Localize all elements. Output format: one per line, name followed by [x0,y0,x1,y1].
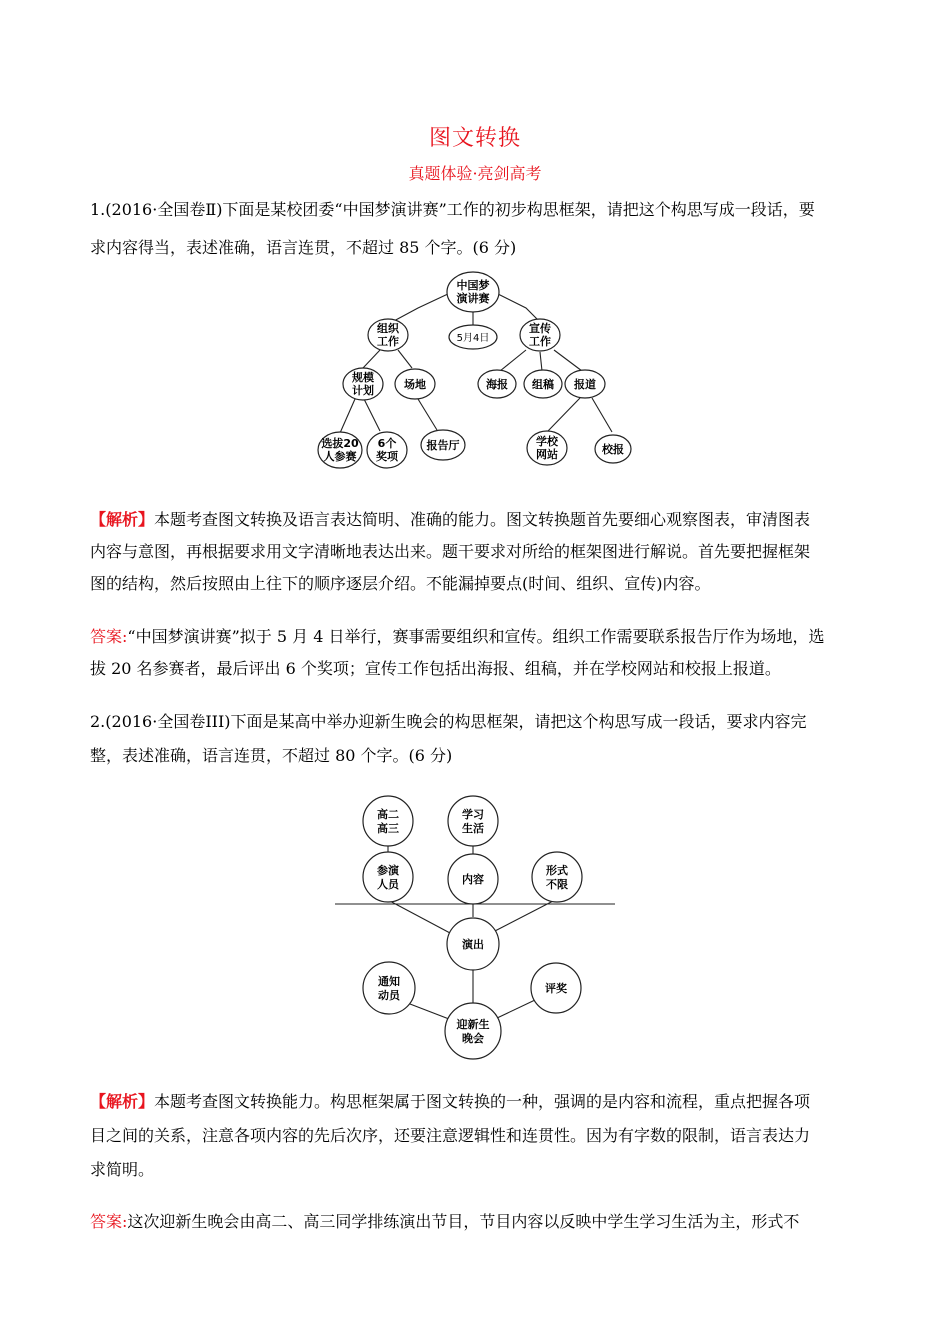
node-form [532,852,582,902]
question-2-line-1: 2.(2016·全国卷III)下面是某高中举办迎新生晚会的构思框架，请把这个构思写成一段话，要求内容完 [90,712,807,731]
node-root-label-1: 中国梦 [456,279,490,292]
node-notice-label-1: 通知 [378,975,400,988]
framework-diagram-1 [300,268,640,473]
answer-2 [90,1207,860,1239]
node-awards-label-1: 6个 [377,437,397,450]
node-select-label-2: 人参赛 [323,450,357,463]
framework-diagram-2 [325,793,625,1063]
node-study-label-1: 学习 [462,808,484,821]
analysis-2-line-3: 求简明。 [90,1160,155,1179]
node-poster-label: 海报 [486,378,508,391]
node-awards-label-2: 奖项 [376,450,398,463]
node-date-label: 5月4日 [456,333,490,344]
answer-1 [90,622,860,686]
node-form-label-1: 形式 [546,864,568,877]
node-study-label-2: 生活 [462,822,484,835]
answer-1-line-1: “中国梦演讲赛”拟于 5 月 4 日举行，赛事需要组织和宣传。组织工作需要联系报告厅作为场地，选 [127,627,825,646]
question-1 [90,195,860,263]
answer-1-line-2: 拔 20 名参赛者，最后评出 6 个奖项；宣传工作包括出海报、组稿，并在学校网站和校报上报道。 [90,659,781,678]
node-performers-label-1: 参演 [377,864,399,877]
node-performers-label-2: 人员 [377,878,399,891]
node-publicity-label-1: 宣传 [529,322,551,335]
node-hall-label: 报告厅 [426,439,460,452]
node-plan-label-2: 计划 [352,384,374,397]
node-website-label-2: 网站 [536,448,558,461]
node-party-label-2: 晚会 [462,1032,484,1045]
node-party-label-1: 迎新生 [456,1018,490,1031]
node-articles-label: 组稿 [532,378,554,391]
analysis-2-line-2: 目之间的关系，注意各项内容的先后次序，还要注意逻辑性和连贯性。因为有字数的限制，语言表达力 [90,1126,811,1145]
answer-2-label: 答案: [90,1212,128,1231]
node-website-label-1: 学校 [536,435,558,448]
analysis-1-line-2: 内容与意图，再根据要求用文字清晰地表达出来。题干要求对所给的框架图进行解说。首先要把握框架 [90,542,811,561]
node-grades-label-1: 高二 [377,808,399,821]
node-grades-label-2: 高三 [377,822,399,835]
node-venue-label: 场地 [404,378,426,391]
question-2-line-2: 整，表述准确，语言连贯，不超过 80 个字。(6 分) [90,746,453,765]
node-newspaper-label: 校报 [602,443,624,456]
node-organize-label-1: 组织 [377,322,399,335]
node-root-label-2: 演讲赛 [456,292,490,305]
question-1-line-1: 1.(2016·全国卷Ⅱ)下面是某校团委“中国梦演讲赛”工作的初步构思框架，请把这个构思写成一段话，要 [90,200,815,219]
node-award-label: 评奖 [545,982,567,995]
answer-2-line-1: 这次迎新生晚会由高二、高三同学排练演出节目，节目内容以反映中学生学习生活为主，形式不 [127,1212,800,1231]
node-party [445,1003,501,1059]
node-organize-label-2: 工作 [377,335,399,348]
question-1-line-2: 求内容得当，表述准确，语言连贯，不超过 85 个字。(6 分) [90,238,517,257]
node-performers [363,852,413,902]
analysis-1 [90,505,860,601]
analysis-2-line-1: 本题考查图文转换能力。构思框架属于图文转换的一种，强调的是内容和流程，重点把握各项 [154,1092,811,1111]
node-form-label-2: 不限 [546,878,568,891]
node-show-label: 演出 [462,938,484,951]
analysis-1-line-3: 图的结构，然后按照由上往下的顺序逐层介绍。不能漏掉要点(时间、组织、宣传)内容。 [90,574,711,593]
question-2 [90,707,860,773]
analysis-2-label: 【解析】 [90,1092,155,1111]
page-subtitle: 真题体验·亮剑高考 [408,164,542,183]
node-publicity-label-2: 工作 [529,335,551,348]
node-select-label-1: 选拔20 [321,437,359,450]
node-study [448,796,498,846]
node-grades [363,796,413,846]
node-notice-label-2: 动员 [378,989,400,1002]
answer-1-label: 答案: [90,627,128,646]
node-plan-label-1: 规模 [352,371,374,384]
analysis-1-line-1: 本题考查图文转换及语言表达简明、准确的能力。图文转换题首先要细心观察图表，审清图表 [154,510,811,529]
node-notice [363,962,415,1014]
analysis-1-label: 【解析】 [90,510,155,529]
page-title: 图文转换 [428,126,521,151]
node-content-label: 内容 [462,873,484,886]
node-report-label: 报道 [574,378,596,391]
analysis-2 [90,1087,860,1189]
